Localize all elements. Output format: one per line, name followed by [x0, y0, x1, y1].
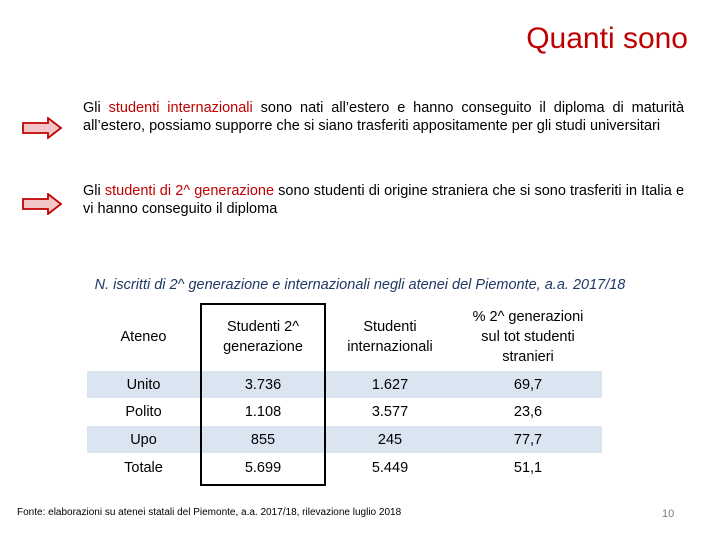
cell-second-generation: 855	[250, 431, 276, 448]
right-arrow-icon	[22, 193, 62, 215]
cell-second-generation: 5.699	[244, 459, 282, 476]
cell-ateneo: Totale	[124, 459, 163, 476]
cell-second-generation: 3.736	[244, 376, 282, 393]
header-international: Studenti internazionali	[347, 319, 433, 355]
table-caption: N. iscritti di 2^ generazione e internazionali negli atenei del Piemonte, a.a. 2017/18	[94, 277, 626, 293]
cell-international: 1.627	[371, 376, 409, 393]
header-ateneo: Ateneo	[120, 329, 167, 345]
paragraph-text: sono studenti di origine straniera che si sono trasferiti in Italia e vi hanno conseguito il diploma	[83, 183, 685, 217]
paragraph-prefix: Gli	[83, 183, 105, 199]
page-number: 10	[662, 508, 675, 520]
table-row-total	[87, 454, 602, 481]
highlight-term: studenti di 2^ generazione	[104, 183, 275, 199]
highlight-term: studenti internazionali	[108, 100, 253, 116]
cell-international: 5.449	[371, 459, 409, 476]
paragraph-text: sono nati all’estero e hanno conseguito il diploma di maturità all’estero, possiamo supporre che si siano trasferiti appositamente per gli studi universitari	[83, 100, 685, 134]
right-arrow-icon	[22, 117, 62, 139]
cell-percent: 23,6	[513, 403, 543, 420]
cell-international: 3.577	[371, 403, 409, 420]
cell-ateneo: Upo	[130, 431, 157, 448]
table-row	[87, 398, 602, 425]
cell-percent: 69,7	[513, 376, 543, 393]
cell-ateneo: Unito	[126, 376, 161, 393]
highlight-column-border	[200, 303, 326, 486]
source-footnote: Fonte: elaborazioni su atenei statali del Piemonte, a.a. 2017/18, rilevazione luglio 2018	[17, 507, 402, 518]
cell-percent: 51,1	[513, 459, 543, 476]
cell-percent: 77,7	[513, 431, 543, 448]
paragraph-international	[83, 99, 684, 135]
paragraph-second-generation	[83, 182, 684, 218]
header-percent: % 2^ generazioni sul tot studenti stranieri	[472, 309, 584, 365]
table-row	[87, 426, 602, 453]
cell-second-generation: 1.108	[244, 403, 282, 420]
slide-title: Quanti sono	[526, 22, 688, 55]
table-row	[87, 371, 602, 398]
cell-international: 245	[377, 431, 403, 448]
paragraph-prefix: Gli	[83, 100, 109, 116]
header-second-generation: Studenti 2^ generazione	[223, 319, 303, 355]
cell-ateneo: Polito	[125, 403, 162, 420]
